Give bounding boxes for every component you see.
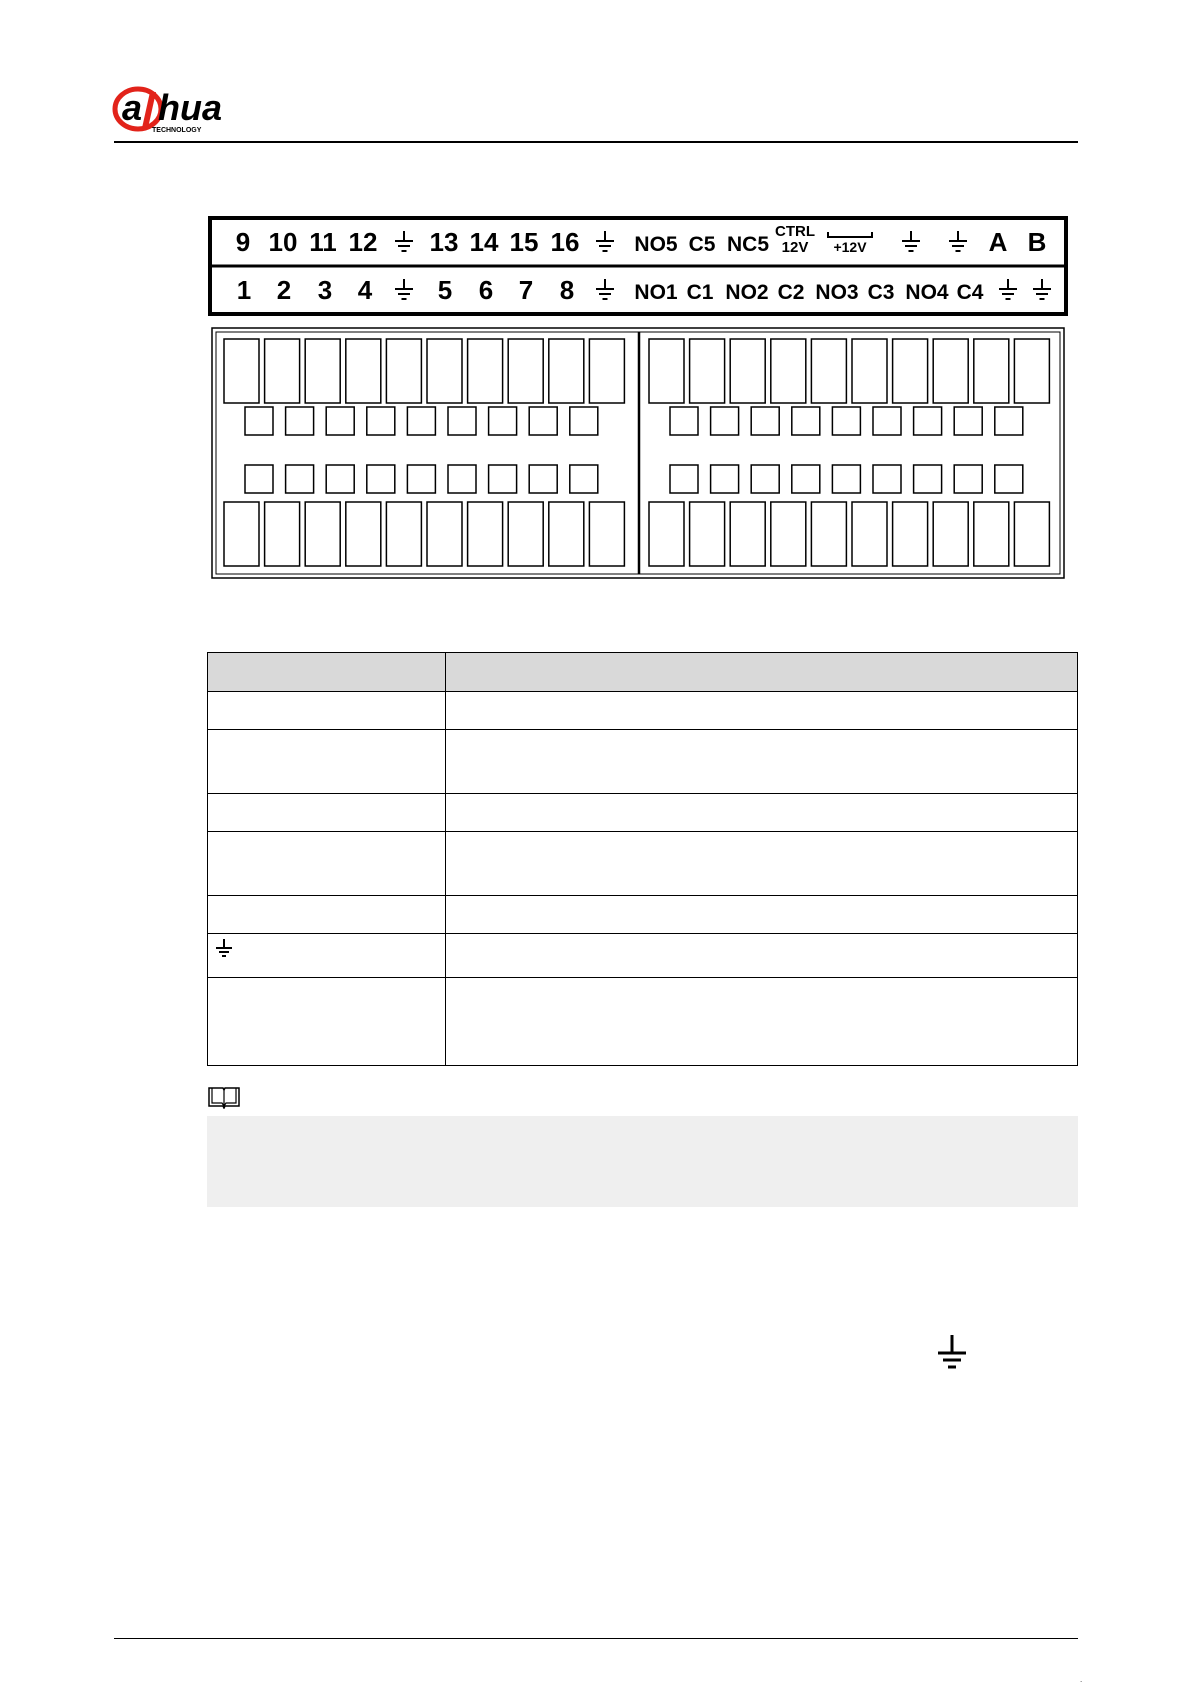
terminal-socket [974,502,1009,566]
ground-icon [596,231,614,251]
terminal-screw [832,407,860,435]
terminal-socket [893,339,928,403]
terminal-label: 14 [469,227,499,257]
terminal-screw [245,465,273,493]
terminal-label: 16 [550,227,580,257]
terminal-socket [224,339,259,403]
terminal-screw [448,407,476,435]
terminal-screw [995,465,1023,493]
table-cell [208,730,446,794]
table-cell [208,934,446,978]
table-row [208,934,1078,978]
header-rule [114,141,1078,143]
terminal-screw [954,465,982,493]
terminal-socket [549,339,584,403]
terminal-label: NO2 [725,281,769,304]
table-cell [208,794,446,832]
table-row [208,794,1078,832]
table-cell [208,692,446,730]
terminal-socket [811,502,846,566]
terminal-socket [974,339,1009,403]
terminal-screw [711,407,739,435]
terminal-screw [792,407,820,435]
terminal-label: 8 [559,275,575,305]
table-cell [208,832,446,896]
terminal-label: C2 [777,281,805,304]
dahua-logo [112,84,272,136]
svg-text:a: a [122,87,143,128]
terminal-label: C5 [688,233,716,256]
terminal-blocks [224,339,1049,566]
table-row [208,896,1078,934]
terminal-label: NO5 [634,233,678,256]
terminal-socket [386,502,421,566]
terminal-label: 12V [781,239,809,256]
terminal-screw [326,407,354,435]
terminal-socket [305,502,340,566]
terminal-socket [1014,502,1049,566]
terminal-socket [649,339,684,403]
terminal-socket [589,339,624,403]
terminal-screw [245,407,273,435]
ground-icon [949,231,967,251]
terminal-label: B [1027,227,1047,257]
terminal-screw [286,465,314,493]
terminal-socket [649,502,684,566]
terminal-screw [570,465,598,493]
terminal-socket [508,502,543,566]
terminal-label: NO1 [634,281,678,304]
table-cell [446,832,1078,896]
terminal-label: 6 [478,275,494,305]
table-cell [446,692,1078,730]
terminal-screw [529,407,557,435]
terminal-screw [914,465,942,493]
terminal-socket [690,339,725,403]
terminal-label: C1 [686,281,714,304]
terminal-panel [208,216,1068,582]
terminal-screw [326,465,354,493]
table-row [208,978,1078,1066]
terminal-screw [873,407,901,435]
ground-icon [934,1333,970,1371]
bottom-label-row [237,275,1051,305]
ground-icon [999,279,1017,299]
terminal-socket [265,502,300,566]
terminal-socket [305,339,340,403]
terminal-screw [570,407,598,435]
terminal-screw [751,407,779,435]
ground-icon [395,279,413,299]
terminal-label: 11 [309,227,337,257]
top-label-row [236,223,1047,257]
terminal-socket [346,339,381,403]
terminal-socket [427,339,462,403]
terminal-socket [690,502,725,566]
terminal-screw [489,465,517,493]
terminal-socket [224,502,259,566]
table-header-row [208,653,1078,692]
terminal-socket [933,502,968,566]
terminal-socket [1014,339,1049,403]
terminal-screw [286,407,314,435]
terminal-screw [711,465,739,493]
table-cell [208,896,446,934]
terminal-socket [468,502,503,566]
table-cell [446,794,1078,832]
terminal-screw [407,407,435,435]
terminal-label: 5 [437,275,453,305]
terminal-screw [448,465,476,493]
terminal-label: 1 [236,275,252,305]
terminal-screw [529,465,557,493]
table-cell [446,896,1078,934]
terminal-socket [730,502,765,566]
terminal-label: NC5 [726,233,770,256]
terminal-socket [933,339,968,403]
terminal-socket [589,502,624,566]
terminal-socket [852,339,887,403]
logo-tagline: TECHNOLOGY [152,127,202,134]
table-row [208,832,1078,896]
terminal-screw [995,407,1023,435]
terminal-label: 13 [429,227,459,257]
terminal-socket [265,339,300,403]
terminal-label: 7 [518,275,534,305]
terminal-socket [508,339,543,403]
terminal-label: NO4 [905,281,949,304]
table-cell [446,730,1078,794]
table-header-cell [208,653,446,692]
terminal-screw [670,407,698,435]
terminal-label: 4 [357,275,373,305]
terminal-socket [730,339,765,403]
terminal-socket [346,502,381,566]
terminal-label: 15 [509,227,539,257]
page-corner-mark: . [1080,1675,1083,1684]
svg-text:hua: hua [158,87,223,128]
port-description-table [207,652,1078,1066]
terminal-socket [771,339,806,403]
table-cell [446,934,1078,978]
terminal-label: 12 [348,227,378,257]
terminal-socket [811,339,846,403]
ground-icon [1033,279,1051,299]
terminal-screw [954,407,982,435]
terminal-label: 3 [317,275,333,305]
terminal-label: C3 [867,281,895,304]
table-row [208,730,1078,794]
terminal-label: 10 [268,227,298,257]
terminal-screw [367,407,395,435]
terminal-label: A [988,227,1008,257]
book-icon [207,1085,241,1109]
terminal-label: 2 [276,275,292,305]
note-box [207,1116,1078,1207]
terminal-socket [893,502,928,566]
terminal-screw [367,465,395,493]
terminal-label: CTRL [775,223,815,240]
terminal-socket [427,502,462,566]
ground-icon [214,938,234,960]
table-header-cell [446,653,1078,692]
terminal-label: 9 [235,227,251,257]
terminal-screw [670,465,698,493]
terminal-socket [852,502,887,566]
table-cell [208,978,446,1066]
ground-icon [395,231,413,251]
terminal-screw [792,465,820,493]
terminal-socket [386,339,421,403]
terminal-screw [873,465,901,493]
terminal-screw [407,465,435,493]
terminal-label: +12V [833,239,867,255]
terminal-socket [771,502,806,566]
footer-rule [114,1638,1078,1639]
terminal-label: NO3 [815,281,859,304]
ground-icon [596,279,614,299]
terminal-socket [549,502,584,566]
terminal-screw [489,407,517,435]
table-row [208,692,1078,730]
terminal-screw [832,465,860,493]
terminal-socket [468,339,503,403]
terminal-screw [914,407,942,435]
terminal-label: C4 [956,281,984,304]
terminal-screw [751,465,779,493]
ground-icon [902,231,920,251]
table-cell [446,978,1078,1066]
